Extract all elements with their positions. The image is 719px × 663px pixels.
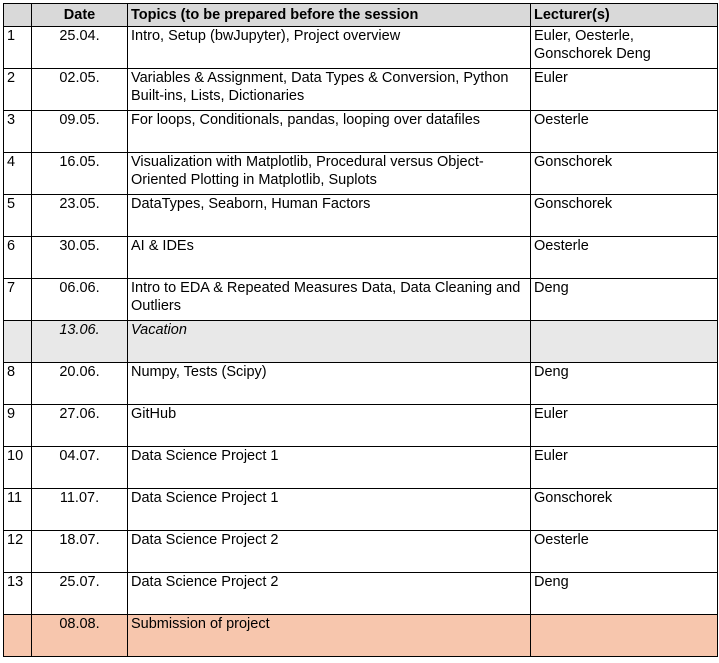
- table-row: [4, 195, 718, 237]
- header-number: [4, 4, 32, 27]
- session-topics: Data Science Project 1: [128, 489, 531, 531]
- session-topics: Intro, Setup (bwJupyter), Project overview: [128, 27, 531, 69]
- session-number: 9: [4, 405, 32, 447]
- session-number: 8: [4, 363, 32, 405]
- session-number: 2: [4, 69, 32, 111]
- session-topics: GitHub: [128, 405, 531, 447]
- session-number: [4, 615, 32, 657]
- session-lecturers: Euler: [531, 447, 718, 489]
- session-date: 23.05.: [32, 195, 128, 237]
- session-number: 4: [4, 153, 32, 195]
- session-date: 11.07.: [32, 489, 128, 531]
- session-topics: Submission of project: [128, 615, 531, 657]
- session-date: 04.07.: [32, 447, 128, 489]
- table-row: [4, 153, 718, 195]
- table-row: [4, 27, 718, 69]
- session-topics: Vacation: [128, 321, 531, 363]
- session-topics: Intro to EDA & Repeated Measures Data, Data Cleaning and Outliers: [128, 279, 531, 321]
- table-row: [4, 489, 718, 531]
- session-lecturers: Euler: [531, 69, 718, 111]
- table-row: [4, 279, 718, 321]
- session-number: 6: [4, 237, 32, 279]
- schedule-table: [3, 3, 718, 657]
- session-number: 7: [4, 279, 32, 321]
- session-topics: Numpy, Tests (Scipy): [128, 363, 531, 405]
- session-date: 13.06.: [32, 321, 128, 363]
- session-date: 02.05.: [32, 69, 128, 111]
- session-topics: For loops, Conditionals, pandas, looping over datafiles: [128, 111, 531, 153]
- table-row: [4, 363, 718, 405]
- session-lecturers: Gonschorek: [531, 195, 718, 237]
- session-number: 5: [4, 195, 32, 237]
- session-date: 27.06.: [32, 405, 128, 447]
- header-topics: Topics (to be prepared before the session: [128, 4, 531, 27]
- table-row: [4, 69, 718, 111]
- session-number: 10: [4, 447, 32, 489]
- session-date: 20.06.: [32, 363, 128, 405]
- vacation-row: [4, 321, 718, 363]
- session-lecturers: Oesterle: [531, 237, 718, 279]
- header-date: Date: [32, 4, 128, 27]
- session-date: 09.05.: [32, 111, 128, 153]
- session-date: 16.05.: [32, 153, 128, 195]
- session-date: 30.05.: [32, 237, 128, 279]
- submission-row: [4, 615, 718, 657]
- session-lecturers: Deng: [531, 279, 718, 321]
- session-lecturers: Oesterle: [531, 531, 718, 573]
- session-lecturers: [531, 615, 718, 657]
- session-number: 11: [4, 489, 32, 531]
- session-date: 18.07.: [32, 531, 128, 573]
- session-topics: Visualization with Matplotlib, Procedural versus Object-Oriented Plotting in Matplotlib, Suplots: [128, 153, 531, 195]
- session-lecturers: Oesterle: [531, 111, 718, 153]
- session-number: [4, 321, 32, 363]
- session-date: 25.07.: [32, 573, 128, 615]
- session-lecturers: Gonschorek: [531, 489, 718, 531]
- session-lecturers: Deng: [531, 573, 718, 615]
- session-date: 25.04.: [32, 27, 128, 69]
- session-lecturers: Euler, Oesterle, Gonschorek Deng: [531, 27, 718, 69]
- session-topics: Data Science Project 2: [128, 573, 531, 615]
- session-number: 13: [4, 573, 32, 615]
- session-topics: Variables & Assignment, Data Types & Conversion, Python Built-ins, Lists, Dictionaries: [128, 69, 531, 111]
- header-row: [4, 4, 718, 27]
- session-topics: AI & IDEs: [128, 237, 531, 279]
- session-lecturers: Gonschorek: [531, 153, 718, 195]
- table-row: [4, 237, 718, 279]
- session-lecturers: Deng: [531, 363, 718, 405]
- session-lecturers: [531, 321, 718, 363]
- session-topics: DataTypes, Seaborn, Human Factors: [128, 195, 531, 237]
- table-row: [4, 573, 718, 615]
- session-lecturers: Euler: [531, 405, 718, 447]
- session-topics: Data Science Project 1: [128, 447, 531, 489]
- session-number: 3: [4, 111, 32, 153]
- session-number: 1: [4, 27, 32, 69]
- session-date: 08.08.: [32, 615, 128, 657]
- session-date: 06.06.: [32, 279, 128, 321]
- table-row: [4, 531, 718, 573]
- header-lecturers: Lecturer(s): [531, 4, 718, 27]
- session-topics: Data Science Project 2: [128, 531, 531, 573]
- session-number: 12: [4, 531, 32, 573]
- table-row: [4, 447, 718, 489]
- table-row: [4, 111, 718, 153]
- table-row: [4, 405, 718, 447]
